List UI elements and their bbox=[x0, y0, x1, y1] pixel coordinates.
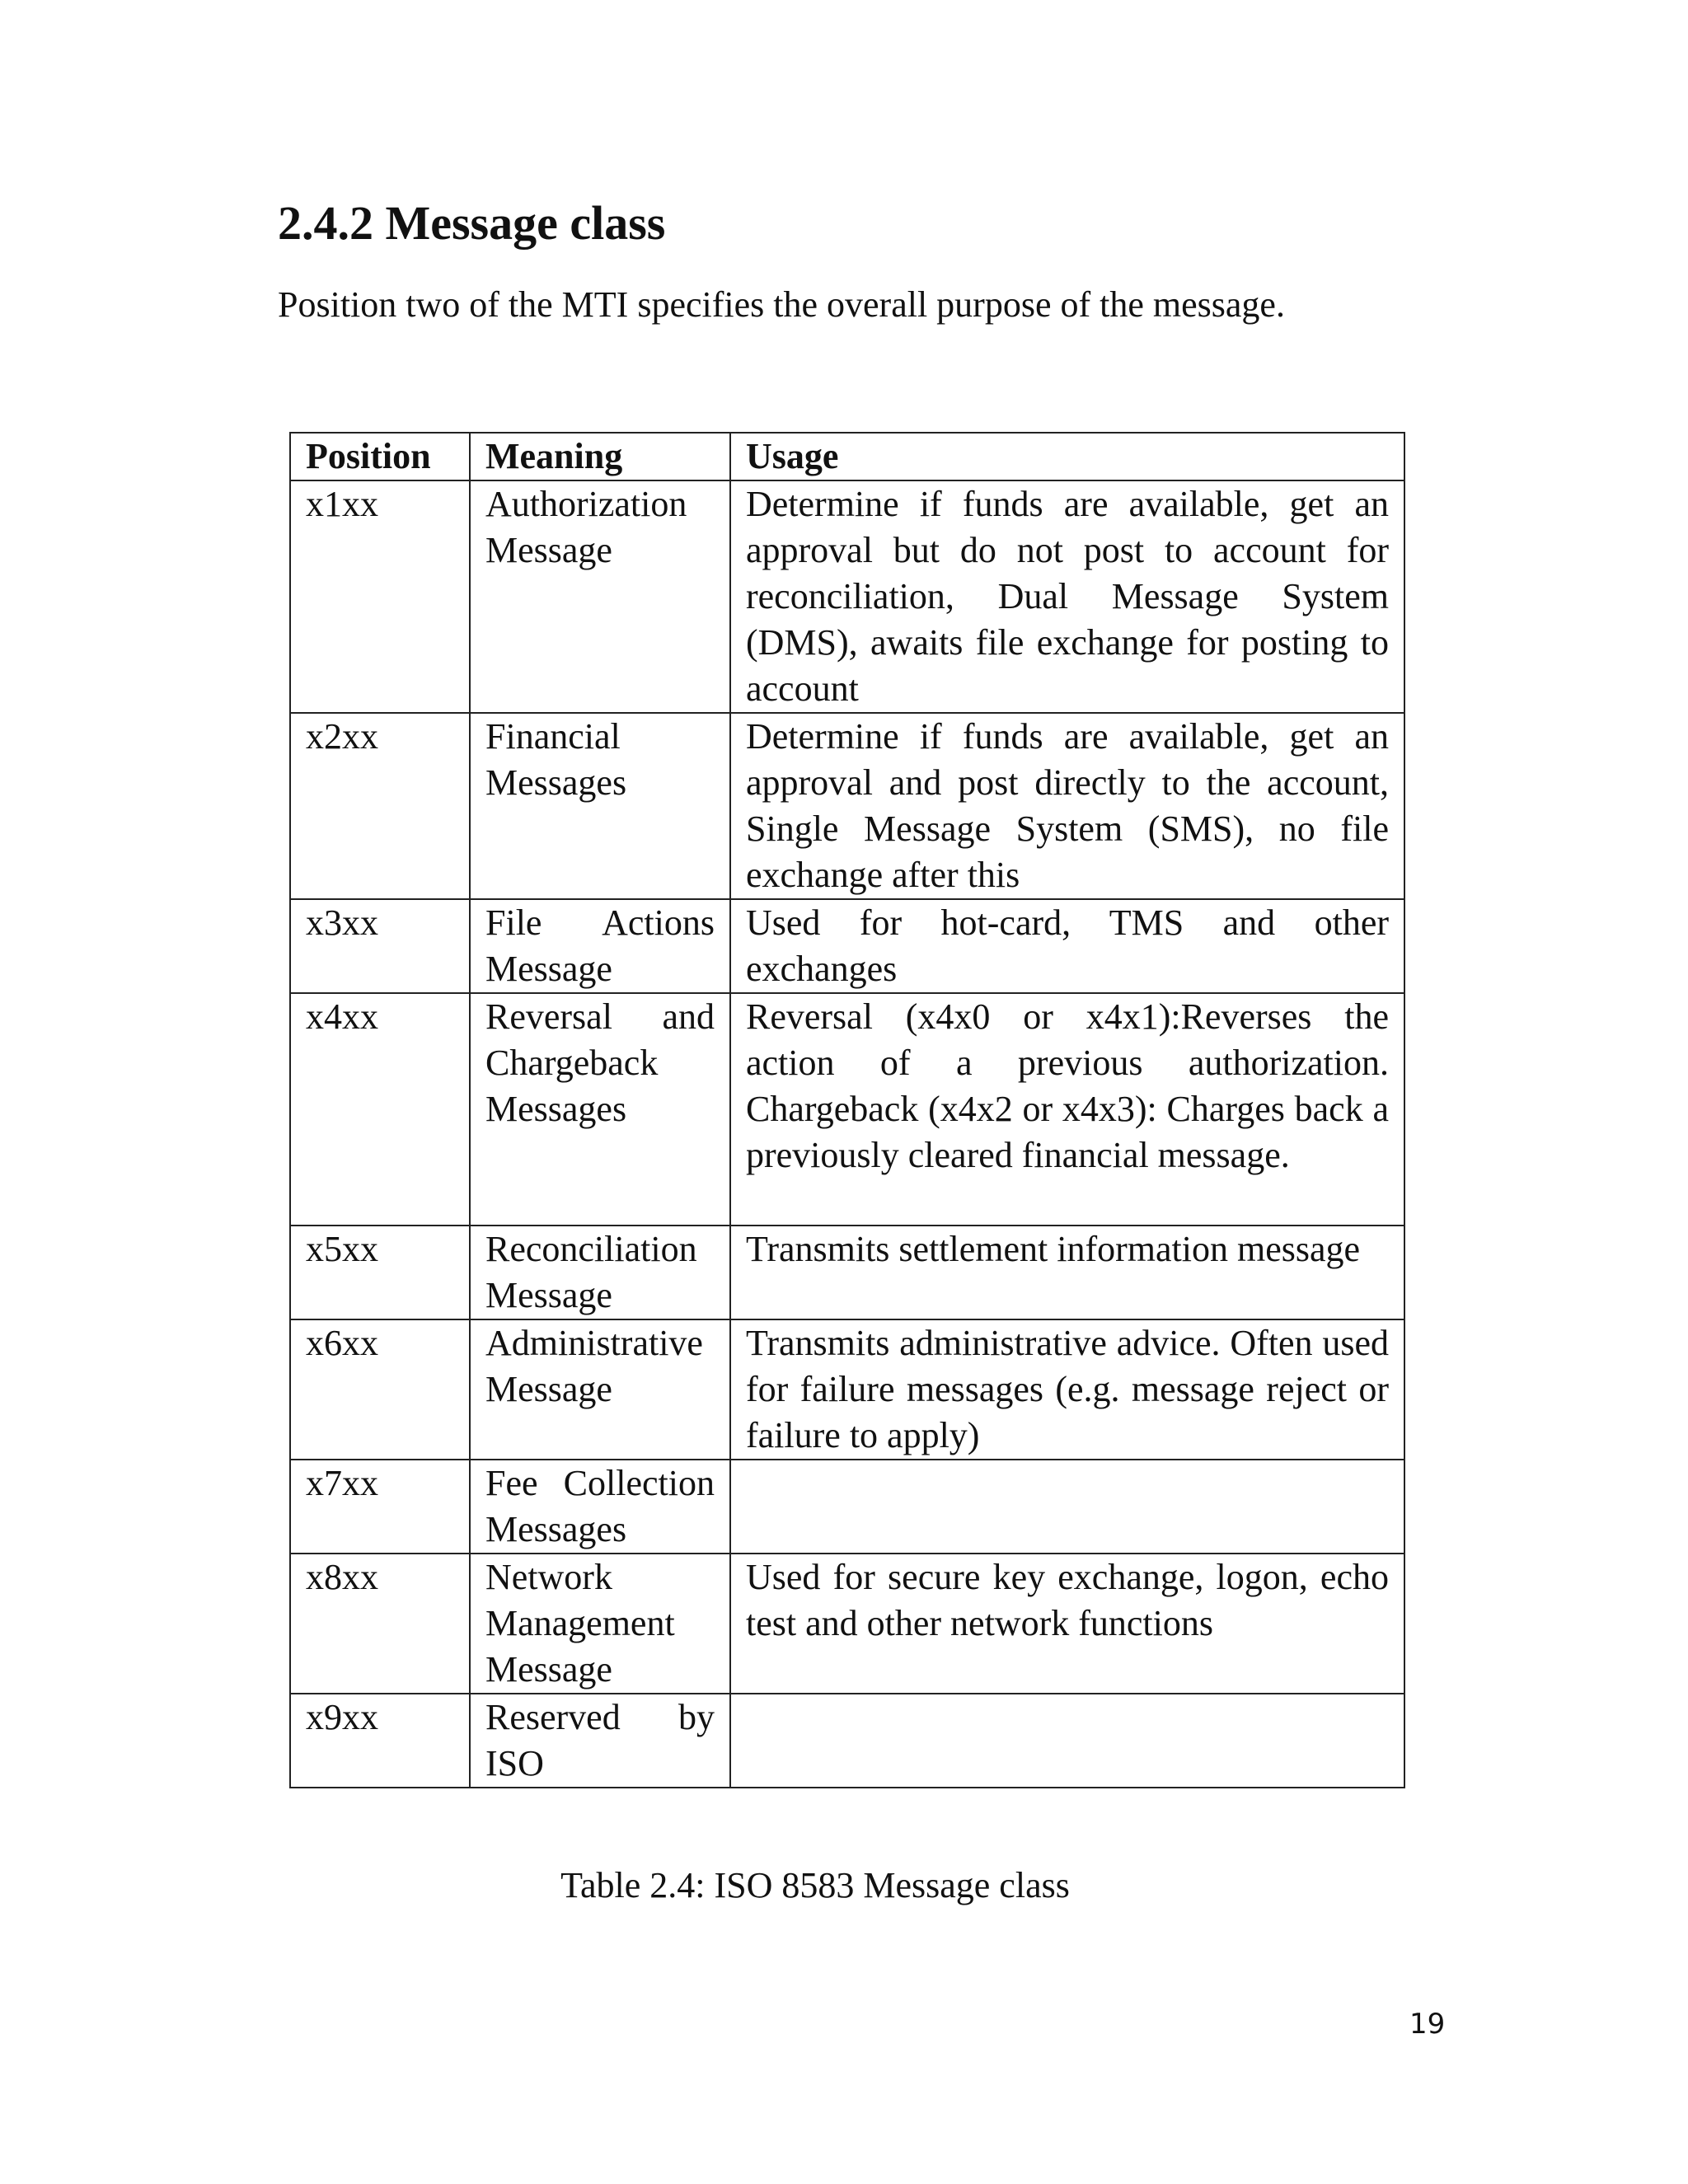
cell-position: x3xx bbox=[290, 899, 470, 993]
header-meaning: Meaning bbox=[470, 433, 730, 480]
cell-position: x9xx bbox=[290, 1694, 470, 1788]
cell-meaning: Administrative Message bbox=[470, 1319, 730, 1460]
cell-meaning: Network Management Message bbox=[470, 1554, 730, 1694]
cell-position: x6xx bbox=[290, 1319, 470, 1460]
header-position: Position bbox=[290, 433, 470, 480]
cell-usage: Determine if funds are available, get an approval but do not post to account for reconciliation, Dual Message System (DMS), awaits file exchange for posting to account bbox=[730, 480, 1404, 713]
cell-usage: Used for hot-card, TMS and other exchanges bbox=[730, 899, 1404, 993]
cell-meaning: Authorization Message bbox=[470, 480, 730, 713]
cell-meaning: Reconciliation Message bbox=[470, 1226, 730, 1319]
cell-position: x1xx bbox=[290, 480, 470, 713]
cell-position: x2xx bbox=[290, 713, 470, 899]
cell-usage: Transmits settlement information message bbox=[730, 1226, 1404, 1319]
cell-meaning: Fee Collection Messages bbox=[470, 1460, 730, 1554]
cell-meaning: Reversal and Chargeback Messages bbox=[470, 993, 730, 1226]
cell-usage: Used for secure key exchange, logon, echo test and other network functions bbox=[730, 1554, 1404, 1694]
header-usage: Usage bbox=[730, 433, 1404, 480]
table-row bbox=[290, 899, 1404, 993]
cell-position: x5xx bbox=[290, 1226, 470, 1319]
cell-position: x8xx bbox=[290, 1554, 470, 1694]
table-row bbox=[290, 1319, 1404, 1460]
cell-position: x7xx bbox=[290, 1460, 470, 1554]
cell-usage: Transmits administrative advice. Often used for failure messages (e.g. message reject or failure to apply) bbox=[730, 1319, 1404, 1460]
table-row bbox=[290, 713, 1404, 899]
cell-usage bbox=[730, 1460, 1404, 1554]
table-row bbox=[290, 1694, 1404, 1788]
table-row bbox=[290, 1460, 1404, 1554]
intro-paragraph: Position two of the MTI specifies the overall purpose of the message. bbox=[278, 284, 1285, 325]
section-heading: 2.4.2 Message class bbox=[278, 196, 666, 250]
table-row bbox=[290, 993, 1404, 1226]
cell-usage: Reversal (x4x0 or x4x1):Reverses the action of a previous authorization. Chargeback (x4x2 or x4x3): Charges back a previously cleared financial message. bbox=[730, 993, 1404, 1226]
table-header-row bbox=[290, 433, 1404, 480]
cell-meaning: File Actions Message bbox=[470, 899, 730, 993]
table-row bbox=[290, 1226, 1404, 1319]
cell-meaning: Reserved by ISO bbox=[470, 1694, 730, 1788]
message-class-table bbox=[289, 432, 1405, 1788]
table-row bbox=[290, 1554, 1404, 1694]
cell-meaning: Financial Messages bbox=[470, 713, 730, 899]
cell-usage bbox=[730, 1694, 1404, 1788]
table-caption: Table 2.4: ISO 8583 Message class bbox=[560, 1865, 1070, 1905]
page-number: 19 bbox=[1409, 2008, 1446, 2041]
table-row bbox=[290, 480, 1404, 713]
cell-position: x4xx bbox=[290, 993, 470, 1226]
cell-usage: Determine if funds are available, get an approval and post directly to the account, Single Message System (SMS), no file exchange after this bbox=[730, 713, 1404, 899]
